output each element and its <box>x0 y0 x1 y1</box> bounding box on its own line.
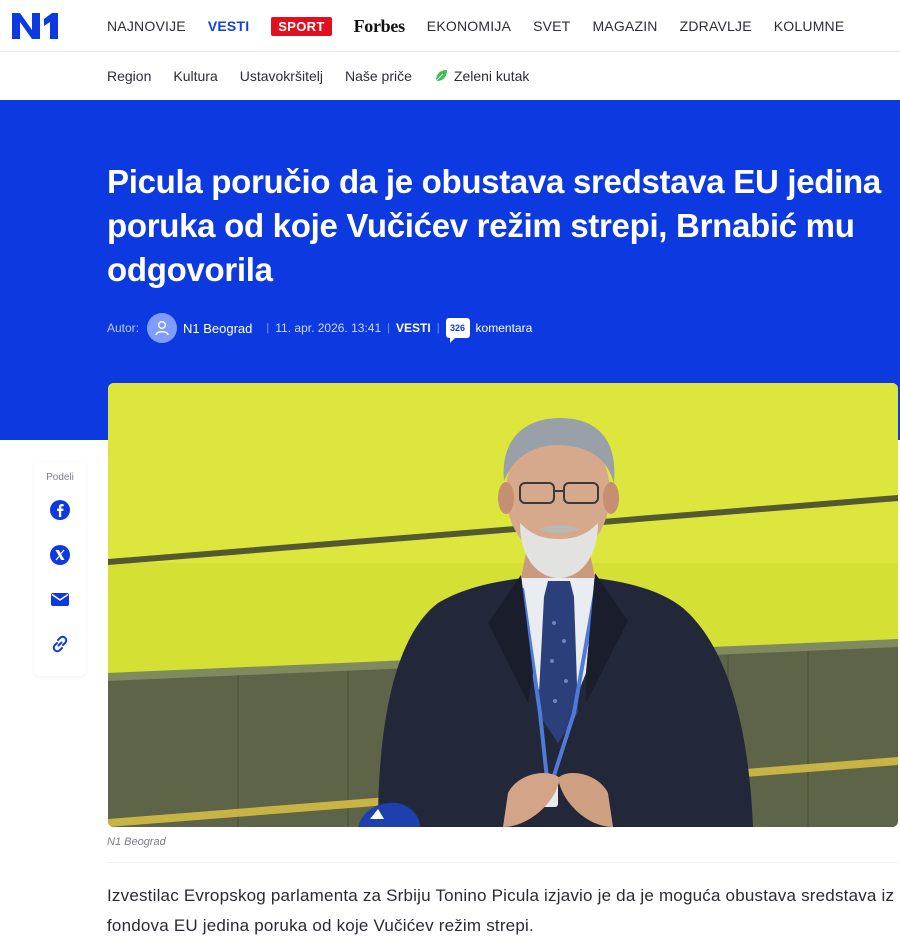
author-name[interactable]: N1 Beograd <box>183 320 253 336</box>
caption-divider <box>107 862 897 863</box>
author-avatar[interactable] <box>147 313 177 343</box>
share-x-button[interactable] <box>46 542 74 568</box>
article-photo <box>108 383 898 827</box>
n1-logo-mark <box>10 11 60 41</box>
main-nav <box>107 0 866 52</box>
meta-separator: | <box>387 322 390 334</box>
x-icon <box>49 544 71 566</box>
sub-navigation <box>0 52 900 100</box>
share-copy-link-button[interactable] <box>46 631 74 657</box>
leaf-icon <box>434 69 448 83</box>
meta-separator: | <box>266 322 270 334</box>
share-email-button[interactable] <box>46 587 74 613</box>
article-meta <box>107 313 532 343</box>
nav-vesti[interactable]: VESTI <box>207 18 250 34</box>
subnav-kultura[interactable]: Kultura <box>173 68 218 84</box>
subnav-nase-price[interactable]: Naše priče <box>344 68 412 84</box>
nav-kolumne[interactable]: KOLUMNE <box>773 18 845 34</box>
meta-separator: | <box>436 322 440 334</box>
share-facebook-button[interactable] <box>46 497 74 523</box>
n1-logo[interactable] <box>10 9 62 43</box>
user-icon <box>153 319 171 337</box>
share-label: Podeli <box>46 472 74 483</box>
nav-zdravlje[interactable]: ZDRAVLJE <box>679 18 752 34</box>
subnav-region[interactable]: Region <box>107 68 152 84</box>
author-label: Autor: <box>107 321 140 335</box>
article-lead: Izvestilac Evropskog parlamenta za Srbiju Tonino Picula izjavio je da je moguća obustava sredstava iz fondova EU jedina poruka od koje Vučićev režim strepi. <box>107 886 895 935</box>
share-panel <box>34 462 86 676</box>
article-title: Picula poručio da je obustava sredstava EU jedina poruka od koje Vučićev režim strepi, Brnabić mu odgovorila <box>107 163 881 288</box>
comments-count-badge[interactable]: 326 <box>446 318 470 338</box>
facebook-icon <box>49 499 71 521</box>
nav-najnovije[interactable]: NAJNOVIJE <box>107 18 186 34</box>
nav-magazin[interactable]: MAGAZIN <box>592 18 658 34</box>
category-link[interactable]: VESTI <box>396 321 431 335</box>
sub-nav <box>107 52 551 100</box>
nav-svet[interactable]: SVET <box>533 18 571 34</box>
publish-date: 11. apr. 2026. 13:41 <box>275 321 382 335</box>
subnav-ustavokrsitelj[interactable]: Ustavokršitelj <box>239 68 323 84</box>
mail-icon <box>49 588 71 610</box>
nav-forbes[interactable]: Forbes <box>353 15 405 36</box>
link-icon <box>49 633 71 655</box>
subnav-zeleni-kutak[interactable] <box>434 68 529 84</box>
image-caption: N1 Beograd <box>107 836 166 848</box>
top-navigation <box>0 0 900 52</box>
article-image[interactable] <box>108 383 898 827</box>
nav-ekonomija[interactable]: EKONOMIJA <box>426 18 512 34</box>
nav-sport[interactable]: SPORT <box>271 17 331 36</box>
comments-label[interactable]: komentara <box>475 321 533 335</box>
subnav-zeleni-kutak-label: Zeleni kutak <box>453 68 530 84</box>
